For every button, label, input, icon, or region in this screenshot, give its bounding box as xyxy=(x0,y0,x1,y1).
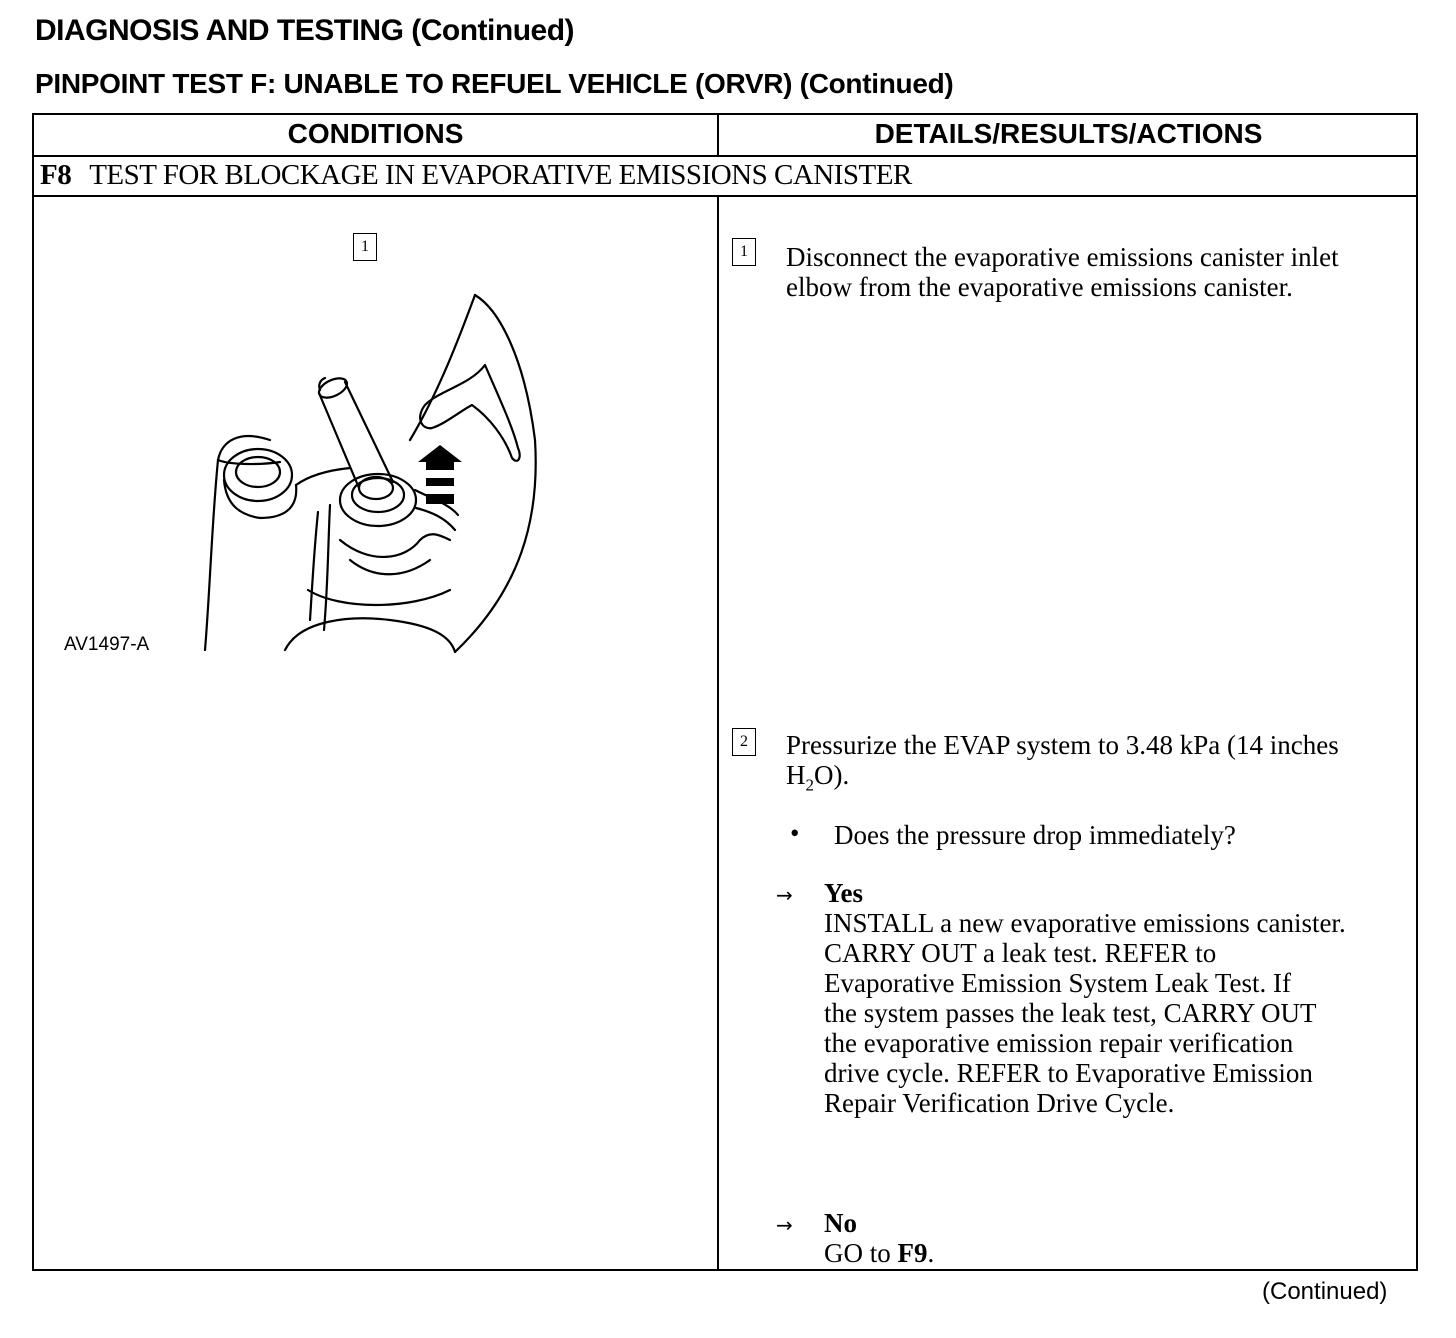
question-text: Does the pressure drop immediately? xyxy=(834,820,1236,850)
step-1-line-2: elbow from the evaporative emissions canister. xyxy=(786,272,1293,302)
figure-id: AV1497-A xyxy=(64,634,150,655)
figure-callout xyxy=(353,233,377,261)
h-text: H xyxy=(786,760,806,790)
yes-arrow-icon: → xyxy=(776,883,793,907)
column-divider xyxy=(717,115,719,155)
yes-line: Evaporative Emission System Leak Test. If xyxy=(824,968,1292,998)
yes-line: the evaporative emission repair verification xyxy=(824,1028,1294,1058)
yes-line: the system passes the leak test, CARRY OUT xyxy=(824,998,1317,1028)
column-divider xyxy=(717,197,719,1271)
column-header-details: DETAILS/RESULTS/ACTIONS xyxy=(874,118,1263,149)
yes-label: Yes xyxy=(824,878,863,908)
goto-step-ref: F9 xyxy=(897,1238,928,1268)
step-heading xyxy=(40,159,912,192)
o-text: O). xyxy=(814,760,850,790)
step-2-text xyxy=(786,730,1339,800)
row-divider xyxy=(34,195,1416,197)
yes-line: drive cycle. REFER to Evaporative Emission xyxy=(824,1058,1313,1088)
yes-line: INSTALL a new evaporative emissions canister. xyxy=(824,908,1346,938)
continued-note: (Continued) xyxy=(1262,1278,1388,1305)
page-title: DIAGNOSIS AND TESTING (Continued) xyxy=(35,14,575,47)
bullet: • xyxy=(790,818,800,848)
row-divider xyxy=(34,155,1416,157)
no-text: GO to xyxy=(824,1238,898,1268)
step-2-number xyxy=(732,728,756,756)
canister-illustration xyxy=(200,290,540,660)
step-1-number xyxy=(732,238,756,266)
no-instruction xyxy=(824,1238,934,1268)
step-id: F8 xyxy=(40,159,72,191)
step-2-line-1: Pressurize the EVAP system to 3.48 kPa (14 inches xyxy=(786,730,1339,760)
page-subtitle: PINPOINT TEST F: UNABLE TO REFUEL VEHICLE (ORVR) (Continued) xyxy=(35,68,954,99)
yes-instructions xyxy=(824,908,1346,1118)
step-1-text xyxy=(786,242,1339,302)
no-arrow-icon: → xyxy=(776,1213,793,1237)
step-number-box: 1 xyxy=(732,238,756,266)
no-label: No xyxy=(824,1208,857,1238)
step-1-line-1: Disconnect the evaporative emissions canister inlet xyxy=(786,242,1339,272)
no-text-end: . xyxy=(927,1238,935,1268)
yes-line: Repair Verification Drive Cycle. xyxy=(824,1088,1175,1118)
step-2-line-2 xyxy=(786,760,1339,800)
step-title: TEST FOR BLOCKAGE IN EVAPORATIVE EMISSIONS CANISTER xyxy=(89,159,912,191)
yes-line: CARRY OUT a leak test. REFER to xyxy=(824,938,1217,968)
callout-box: 1 xyxy=(353,233,377,261)
column-header-conditions: CONDITIONS xyxy=(287,118,464,149)
subscript-2: 2 xyxy=(805,775,814,795)
step-number-box: 2 xyxy=(732,728,756,756)
